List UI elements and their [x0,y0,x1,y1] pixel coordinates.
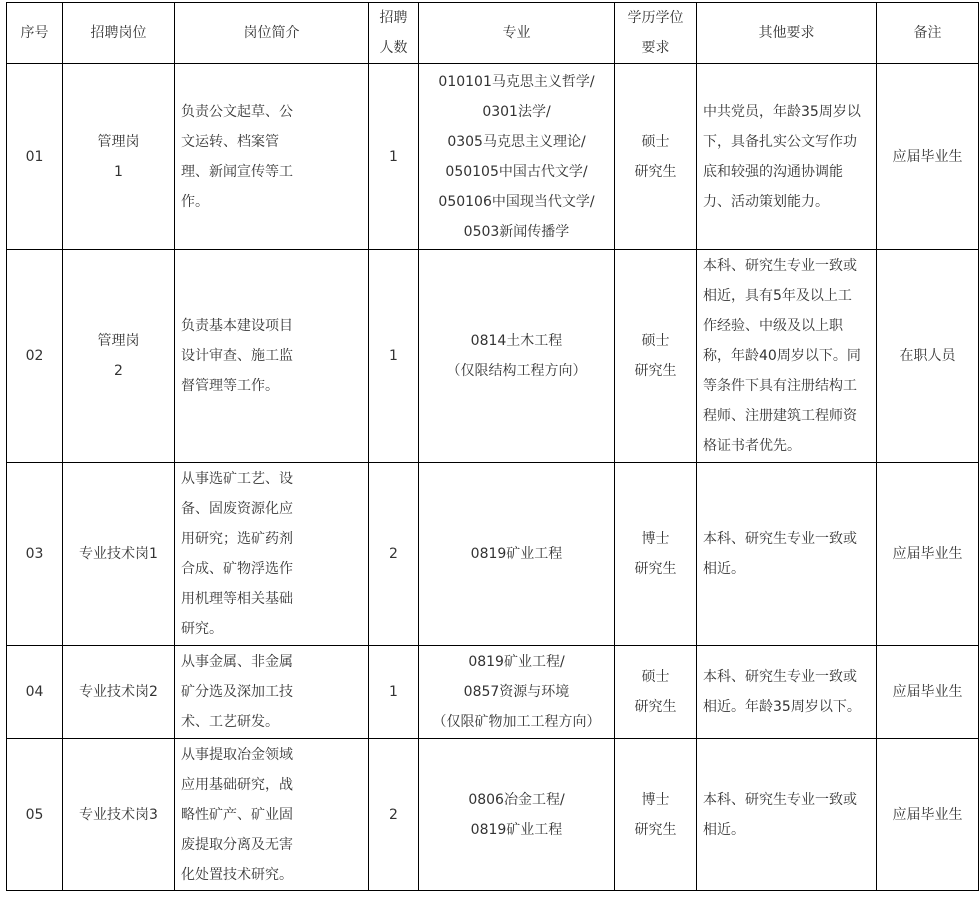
cell-major-line: 0814土木工程 [470,333,563,349]
header-degree-line: 要求 [641,40,670,56]
cell-degree-line: 硕士 [641,133,670,150]
cell-major-line: 0503新闻传播学 [463,223,570,240]
cell-degree-line: 研究生 [634,561,677,577]
cell-intro-line: 应用基础研究，战 [181,776,293,793]
cell-note: 应届毕业生 [877,463,979,646]
cell-other-line: 相近，具有5年及以上工 [703,288,852,304]
header-note-line: 备注 [913,25,942,41]
cell-degree-line: 研究生 [634,699,677,715]
cell-intro-line: 用机理等相关基础 [181,591,293,607]
cell-other-line: 相近。 [703,821,745,838]
cell-intro-line: 作。 [181,193,209,210]
cell-intro-line: 文运转、档案管 [181,133,279,150]
cell-intro-line: 术、工艺研发。 [181,714,279,730]
cell-other-line: 相近。年龄35周岁以下。 [703,699,861,715]
cell-index: 05 [7,739,63,891]
cell-intro-line: 设计审查、施工监 [181,348,293,364]
cell-degree [615,646,697,739]
cell-degree-line: 博士 [641,531,670,547]
cell-degree [615,250,697,463]
cell-other-line: 等条件下具有注册结构工 [703,378,857,394]
table-row [7,64,979,250]
cell-count: 2 [369,463,419,646]
cell-position-line: 专业技术岗3 [79,806,158,823]
cell-major-line: 050106中国现当代文学/ [438,193,595,210]
cell-note: 应届毕业生 [877,64,979,250]
cell-major-line: 050105中国古代文学/ [445,163,588,180]
cell-major [419,250,615,463]
cell-other-line: 称，年龄40周岁以下。同 [703,348,861,364]
cell-index: 03 [7,463,63,646]
cell-position-line: 1 [114,163,123,180]
cell-intro-line: 从事提取冶金领域 [181,746,293,763]
cell-intro-line: 从事选矿工艺、设 [181,471,293,487]
cell-major [419,64,615,250]
cell-other [697,250,877,463]
header-intro-line: 岗位简介 [243,25,300,41]
header-index: 序号 [7,3,63,64]
cell-intro-line: 用研究；选矿药剂 [181,531,293,547]
cell-major [419,646,615,739]
header-intro [175,3,369,64]
cell-intro-line: 负责基本建设项目 [181,318,293,334]
header-note [877,3,979,64]
cell-other-line: 力、活动策划能力。 [703,193,829,210]
cell-intro [175,739,369,891]
cell-degree-line: 硕士 [641,333,670,349]
cell-other-line: 底和较强的沟通协调能 [703,163,843,180]
cell-degree-line: 硕士 [641,669,670,685]
cell-position [63,463,175,646]
cell-other-line: 作经验、中级及以上职 [703,318,843,334]
cell-intro-line: 研究。 [181,621,223,637]
table-row [7,739,979,891]
table-row [7,250,979,463]
cell-other [697,463,877,646]
header-count-line: 人数 [379,40,408,56]
cell-position [63,250,175,463]
cell-degree [615,64,697,250]
cell-intro-line: 矿分选及深加工技 [181,684,293,700]
cell-other-line: 本科、研究生专业一致或 [703,669,857,685]
cell-degree [615,739,697,891]
table-row [7,646,979,739]
header-other [697,3,877,64]
header-count [369,3,419,64]
cell-note: 应届毕业生 [877,646,979,739]
cell-intro-line: 理、新闻宣传等工 [181,163,293,180]
cell-other [697,64,877,250]
cell-major [419,739,615,891]
cell-intro-line: 废提取分离及无害 [181,836,293,853]
cell-intro-line: 从事金属、非金属 [181,654,293,670]
cell-major-line: （仅限结构工程方向） [446,363,587,379]
cell-other-line: 下，具备扎实公文写作功 [703,133,857,150]
cell-other-line: 格证书者优先。 [703,438,801,454]
cell-other-line: 中共党员，年龄35周岁以 [703,103,861,120]
cell-count: 2 [369,739,419,891]
cell-index: 04 [7,646,63,739]
cell-position-line: 专业技术岗2 [79,684,158,700]
cell-major-line: （仅限矿物加工工程方向） [432,714,601,730]
cell-other-line: 本科、研究生专业一致或 [703,531,857,547]
cell-degree-line: 研究生 [634,363,677,379]
cell-note: 在职人员 [877,250,979,463]
cell-count: 1 [369,250,419,463]
cell-intro-line: 合成、矿物浮选作 [181,561,293,577]
cell-intro [175,463,369,646]
header-position [63,3,175,64]
cell-count: 1 [369,64,419,250]
cell-intro [175,646,369,739]
cell-major-line: 0819矿业工程 [470,821,563,838]
header-row [7,3,979,64]
cell-degree-line: 研究生 [634,163,677,180]
cell-degree [615,463,697,646]
cell-other [697,646,877,739]
cell-other [697,739,877,891]
cell-major-line: 0305马克思主义理论/ [447,133,586,150]
header-position-line: 招聘岗位 [90,25,147,41]
cell-note: 应届毕业生 [877,739,979,891]
cell-degree-line: 研究生 [634,821,677,838]
cell-intro-line: 备、固废资源化应 [181,501,293,517]
cell-index: 02 [7,250,63,463]
cell-count: 1 [369,646,419,739]
header-degree [615,3,697,64]
cell-major-line: 0819矿业工程 [470,546,563,562]
cell-position-line: 2 [114,363,123,379]
cell-index: 01 [7,64,63,250]
header-degree-line: 学历学位 [627,10,684,26]
cell-degree-line: 博士 [641,791,670,808]
recruitment-table [6,2,979,891]
cell-intro [175,64,369,250]
cell-position-line: 管理岗 [97,133,140,150]
cell-position-line: 管理岗 [97,333,140,349]
cell-major-line: 0857资源与环境 [463,684,570,700]
cell-intro-line: 略性矿产、矿业固 [181,806,293,823]
table-body [7,64,979,891]
cell-major [419,463,615,646]
header-major [419,3,615,64]
cell-intro-line: 负责公文起草、公 [181,103,293,120]
cell-major-line: 0819矿业工程/ [468,654,565,670]
cell-intro [175,250,369,463]
cell-major-line: 010101马克思主义哲学/ [438,73,595,90]
cell-other-line: 本科、研究生专业一致或 [703,258,857,274]
cell-position [63,739,175,891]
cell-position [63,646,175,739]
header-major-line: 专业 [502,25,531,41]
header-count-line: 招聘 [379,10,408,26]
cell-position-line: 专业技术岗1 [79,546,158,562]
cell-other-line: 本科、研究生专业一致或 [703,791,857,808]
cell-major-line: 0806冶金工程/ [468,791,565,808]
cell-intro-line: 化处置技术研究。 [181,866,293,883]
cell-position [63,64,175,250]
cell-major-line: 0301法学/ [482,103,551,120]
table-row [7,463,979,646]
cell-intro-line: 督管理等工作。 [181,378,279,394]
cell-other-line: 程师、注册建筑工程师资 [703,408,857,424]
cell-other-line: 相近。 [703,561,745,577]
header-other-line: 其他要求 [758,25,815,41]
